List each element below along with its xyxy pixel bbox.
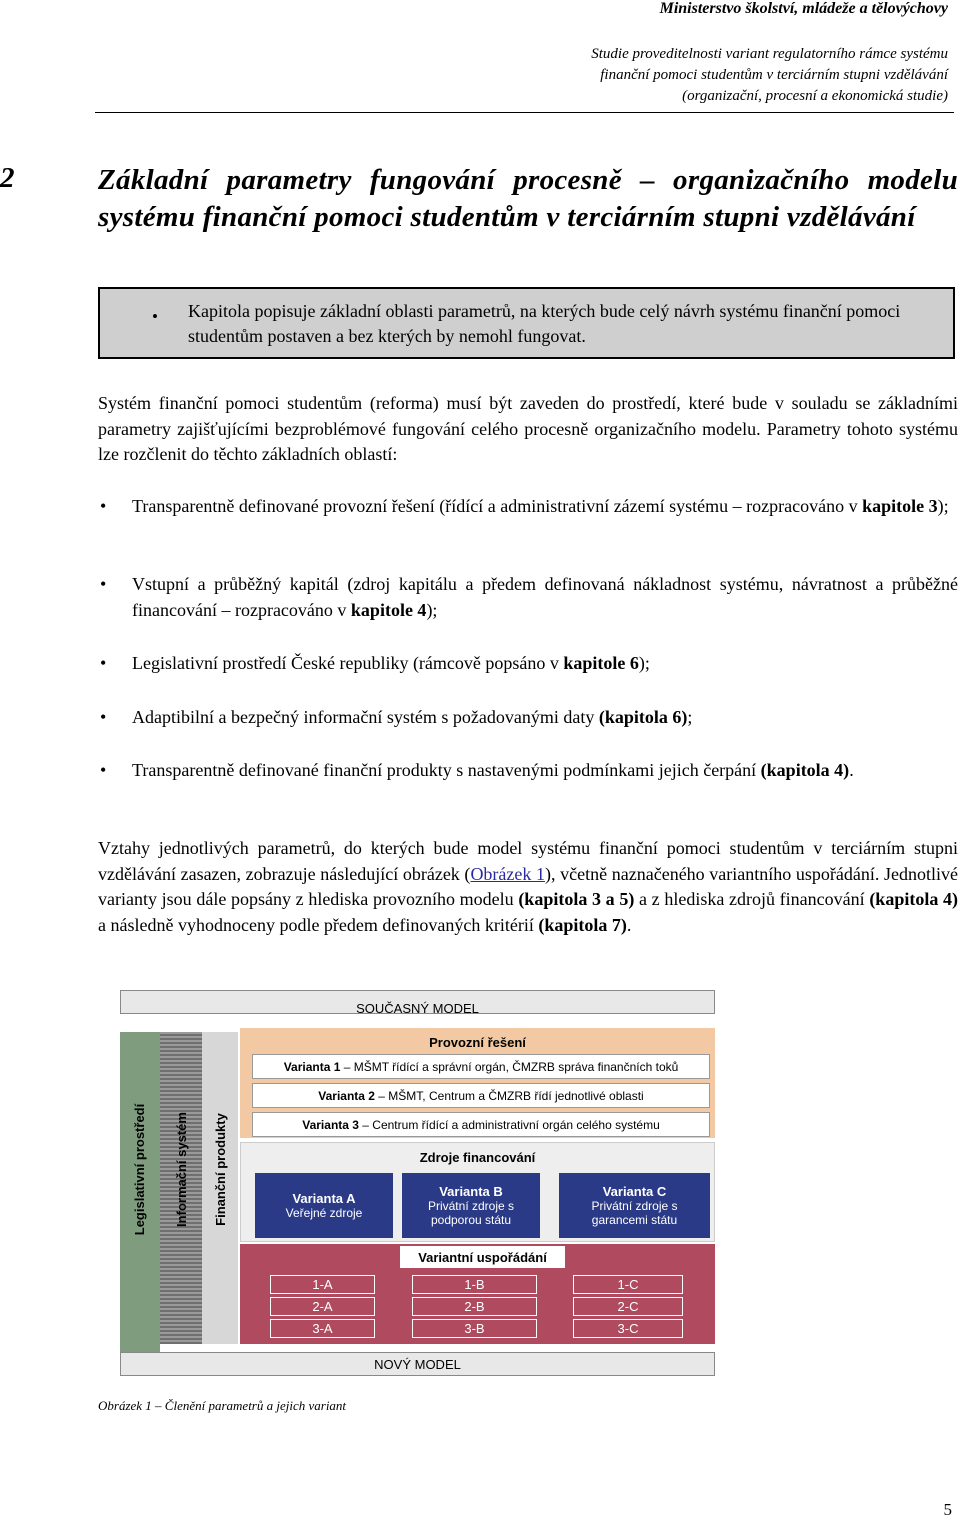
zdroje-variant-c: Varianta C Privátní zdroje s garancemi státu (559, 1173, 710, 1238)
grid-cell-2a: 2-A (270, 1297, 375, 1316)
side-label-financni: Finanční produkty (212, 1113, 228, 1226)
bullet-icon: • (100, 653, 107, 673)
side-label-informacni: Informační systém (173, 1112, 189, 1227)
bottom-banner: NOVÝ MODEL (374, 1356, 461, 1372)
zdroje-variant-a: Varianta A Veřejné zdroje (255, 1173, 393, 1238)
chapter-abstract-text: Kapitola popisuje základní oblasti parametrů, na kterých bude celý návrh systému finanční pomoci studentům postaven a bez kterých by nemohl fungovat. (188, 301, 901, 346)
list-item: Transparentně definované provozní řešení (řídící a administrativní zázemí systému – rozpracováno v kapitole 3); (132, 496, 949, 516)
list-item: Vstupní a průběžný kapitál (zdroj kapitálu a předem definovaná nákladnost systému, návratnost a průběžné financování – rozpracováno v kapitole 4); (132, 574, 958, 620)
top-banner: SOUČASNÝ MODEL (356, 1000, 479, 1016)
grid-cell-1c: 1-C (573, 1275, 683, 1294)
header-rule (95, 112, 954, 113)
header-study-line2: finanční pomoci studentům v terciárním stupni vzdělávání (600, 67, 948, 83)
grid-cell-3c: 3-C (573, 1319, 683, 1338)
side-label-legislativni: Legislativní prostředí (132, 1103, 148, 1236)
list-item: Adaptibilní a bezpečný informační systém s požadovanými daty (kapitola 6); (132, 707, 693, 727)
figure-link[interactable]: Obrázek 1 (470, 863, 546, 884)
provozni-variant-1: Varianta 1 – MŠMT řídící a správní orgán, ČMZRB správa finančních toků (252, 1054, 710, 1079)
header-study-line1: Studie proveditelnosti variant regulatorního rámce systému (591, 46, 948, 62)
section-number: 2 (0, 162, 15, 194)
provozni-variant-3: Varianta 3 – Centrum řídící a administrativní orgán celého systému (252, 1112, 710, 1137)
chapter-abstract-box (98, 287, 955, 359)
zdroje-title: Zdroje financování (419, 1149, 536, 1165)
header-study-title (591, 44, 948, 107)
variantni-title: Variantní uspořádání (418, 1249, 547, 1265)
grid-cell-3a: 3-A (270, 1319, 375, 1338)
bullet-icon: • (100, 707, 107, 727)
list-item: Legislativní prostředí České republiky (rámcově popsáno v kapitole 6); (132, 653, 650, 673)
grid-cell-3b: 3-B (412, 1319, 537, 1338)
header-study-line3: (organizační, procesní a ekonomická studie) (682, 88, 948, 104)
side-column-legislativni (120, 1032, 160, 1362)
section-title: Základní parametry fungování procesně – organizačního modelu systému finanční pomoci studentům v terciárním stupni vzdělávání (98, 164, 958, 233)
zdroje-variant-b: Varianta B Privátní zdroje s podporou státu (402, 1173, 540, 1238)
grid-cell-2c: 2-C (573, 1297, 683, 1316)
grid-cell-1a: 1-A (270, 1275, 375, 1294)
list-item: Transparentně definované finanční produkty s nastavenými podmínkami jejich čerpání (kapitola 4). (132, 760, 854, 780)
bullet-icon: • (100, 574, 107, 594)
figure-reference-paragraph: Vztahy jednotlivých parametrů, do kterých bude model systému finanční pomoci studentům v terciárním stupni vzdělávání zasazen, zobrazuje následující obrázek (Obrázek 1), včetně naznačeného variantního uspořádání. Jednotlivé varianty jsou dále popsány z hlediska provozního modelu (kapitola 3 a 5) a z hlediska zdrojů financování (kapitola 4) a následně vyhodnoceny podle předem definovaných kritérií (kapitola 7). (98, 838, 959, 935)
bullet-icon: • (152, 307, 158, 326)
intro-paragraph: Systém finanční pomoci studentům (reforma) musí být zaveden do prostředí, které bude v souladu se základními parametry zajišťujícími bezproblémové fungování celého procesně organizačního modelu. Parametry tohoto systému lze rozčlenit do těchto základních oblastí: (98, 393, 958, 464)
bullet-icon: • (100, 760, 107, 780)
provozni-title: Provozní řešení (429, 1034, 526, 1050)
side-column-financni (202, 1032, 238, 1344)
parameter-diagram (95, 990, 957, 1380)
provozni-variant-2: Varianta 2 – MŠMT, Centrum a ČMZRB řídí jednotlivé oblasti (252, 1083, 710, 1108)
page-number: 5 (943, 1500, 952, 1519)
grid-cell-2b: 2-B (412, 1297, 537, 1316)
figure-caption: Obrázek 1 – Členění parametrů a jejich variant (98, 1398, 347, 1413)
grid-cell-1b: 1-B (412, 1275, 537, 1294)
bullet-icon: • (100, 496, 107, 516)
header-organization: Ministerstvo školství, mládeže a tělovýchovy (659, 0, 948, 17)
side-column-informacni (160, 1032, 202, 1344)
